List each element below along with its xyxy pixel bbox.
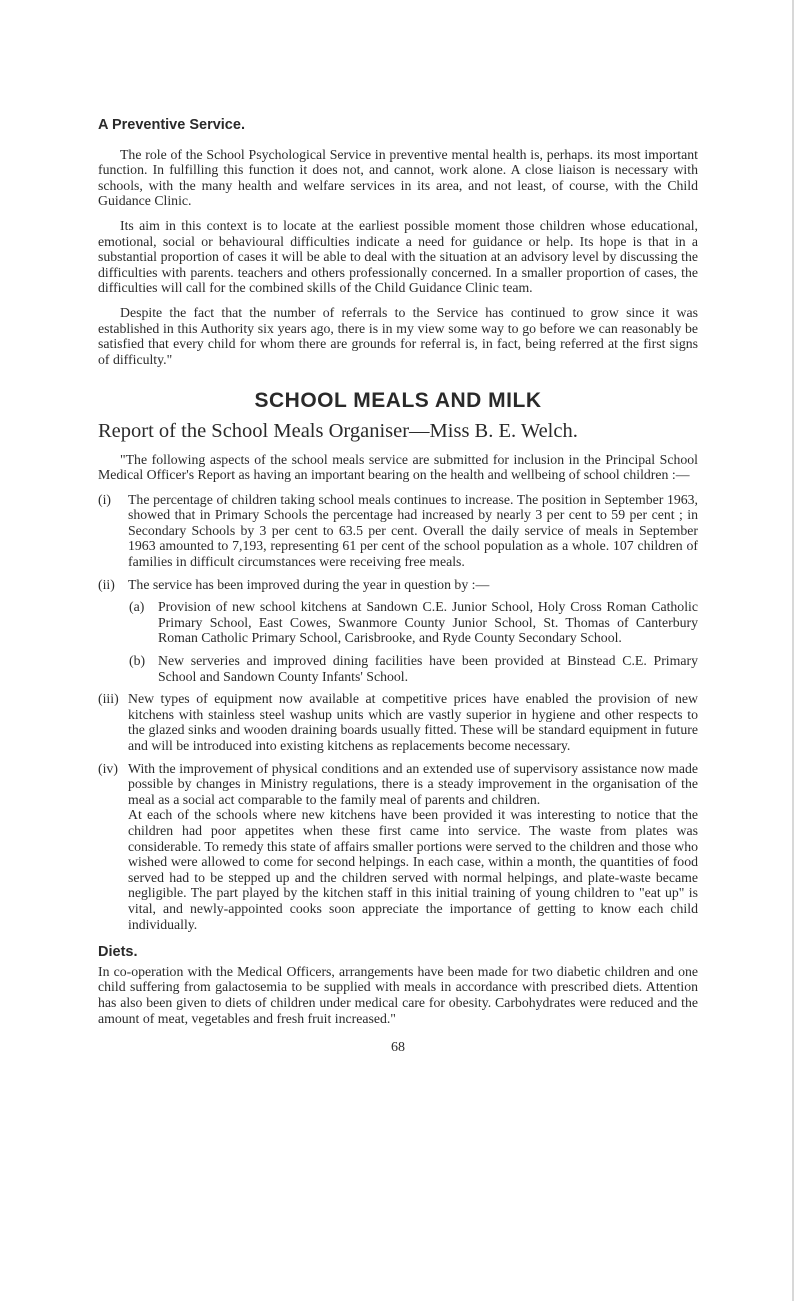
list-item-text-continued: At each of the schools where new kitchens have been provided it was interesting to notice that the children had poor appetites when these first came into service. The waste from plates was considerable. To remedy this state of affairs smaller portions were served to the children and those who wished were allowed to come for second helpings. In each case, within a month, the quantities of food served had to be stepped up and the children served with normal helpings, and plate-waste became negligible. The part played by the kitchen staff in this initial training of young children to "eat up" is vital, and newly-appointed cooks soon appreciate the importance of getting to know each child individually. <box>128 807 698 932</box>
diets-title: Diets. <box>98 944 138 961</box>
list-marker: (i) <box>98 491 112 507</box>
paragraph-preventive-1: The role of the School Psychological Service in preventive mental health is, perhaps. its most important function. In fulfilling this function it does not, and cannot, work alone. A close liaison is necessary with schools, with the many health and welfare services in its area, and not least, of course, with the Child Guidance Clinic. <box>98 146 698 209</box>
diets-paragraph: In co-operation with the Medical Officers, arrangements have been made for two diabetic children and one child suffering from galactosemia to be supplied with meals in accordance with prescribed diets. Attention has also been given to diets of children under medical care for obesity. Carbohydrates were reduced and the amount of meat, vegetables and fresh fruit increased." <box>98 963 698 1026</box>
list-item-i <box>98 492 698 570</box>
list-item-text: New types of equipment now available at competitive prices have enabled the provision of new kitchens with stainless steel washup units which are vastly superior in hygiene and other respects to the glazed sinks and wooden draining boards usually fitted. These will be standard equipment in future and will be introduced into existing kitchens as replacements become necessary. <box>128 691 698 753</box>
intro-paragraph: "The following aspects of the school meals service are submitted for inclusion in the Principal School Medical Officer's Report as having an important bearing on the health and wellbeing of school children :— <box>98 451 698 483</box>
paragraph-preventive-2: Its aim in this context is to locate at the earliest possible moment those children whose educational, emotional, social or behavioural difficulties indicate a need for guidance or help. Its hope is that in a substantial proportion of cases it will be able to deal with the situation at an advisory level by discussing the difficulties with parents. teachers and others professionally concerned. In a smaller proportion of cases, the difficulties will call for the combined skills of the Child Guidance Clinic team. <box>98 217 698 296</box>
list-item-iii <box>98 691 698 753</box>
report-title: Report of the School Meals Organiser—Miss B. E. Welch. <box>98 419 578 442</box>
sub-item-text: New serveries and improved dining facilities have been provided at Binstead C.E. Primary School and Sandown County Infants' School. <box>158 653 698 684</box>
sub-item-b <box>98 653 698 684</box>
sub-item-text: Provision of new school kitchens at Sandown C.E. Junior School, Holy Cross Roman Catholic Primary School, East Cowes, Swanmore County Junior School, St. Thomas of Canterbury Roman Catholic Primary School, Carisbrooke, and Ryde County Secondary School. <box>158 599 698 646</box>
list-item-iv <box>98 761 698 933</box>
sub-marker: (b) <box>129 653 146 669</box>
list-item-text: The service has been improved during the year in question by :— <box>128 576 490 592</box>
page-number: 68 <box>391 1040 405 1056</box>
list-marker: (ii) <box>98 576 115 592</box>
main-heading: SCHOOL MEALS AND MILK <box>254 389 542 413</box>
document-page <box>98 118 698 1056</box>
list-marker: (iv) <box>98 760 118 776</box>
list-item-text: With the improvement of physical conditions and an extended use of supervisory assistance now made possible by changes in Ministry regulations, there is a steady improvement in the organisation of the meal as a social act comparable to the family meal of parents and children. <box>128 760 698 807</box>
section-title-preventive: A Preventive Service. <box>98 117 245 133</box>
sub-item-a <box>98 599 698 646</box>
list-item-ii <box>98 577 698 593</box>
paragraph-preventive-3: Despite the fact that the number of referrals to the Service has continued to grow since it was established in this Authority six years ago, there is in my view some way to go before we can reasonably be satisfied that every child for whom there are grounds for referral is, in fact, being referred at the first signs of difficulty." <box>98 304 698 367</box>
list-item-text: The percentage of children taking school meals continues to increase. The position in September 1963, showed that in Primary Schools the percentage had increased by nearly 3 per cent to 59 per cent ; in Secondary Schools by 3 per cent to 63.5 per cent. Overall the daily service of meals in September 1963 amounted to 7,193, representing 61 per cent of the school population as a whole. 107 children of families in difficult circumstances were receiving free meals. <box>128 491 698 570</box>
sub-marker: (a) <box>129 599 145 615</box>
page-edge-line <box>792 0 794 1301</box>
list-marker: (iii) <box>98 691 119 707</box>
